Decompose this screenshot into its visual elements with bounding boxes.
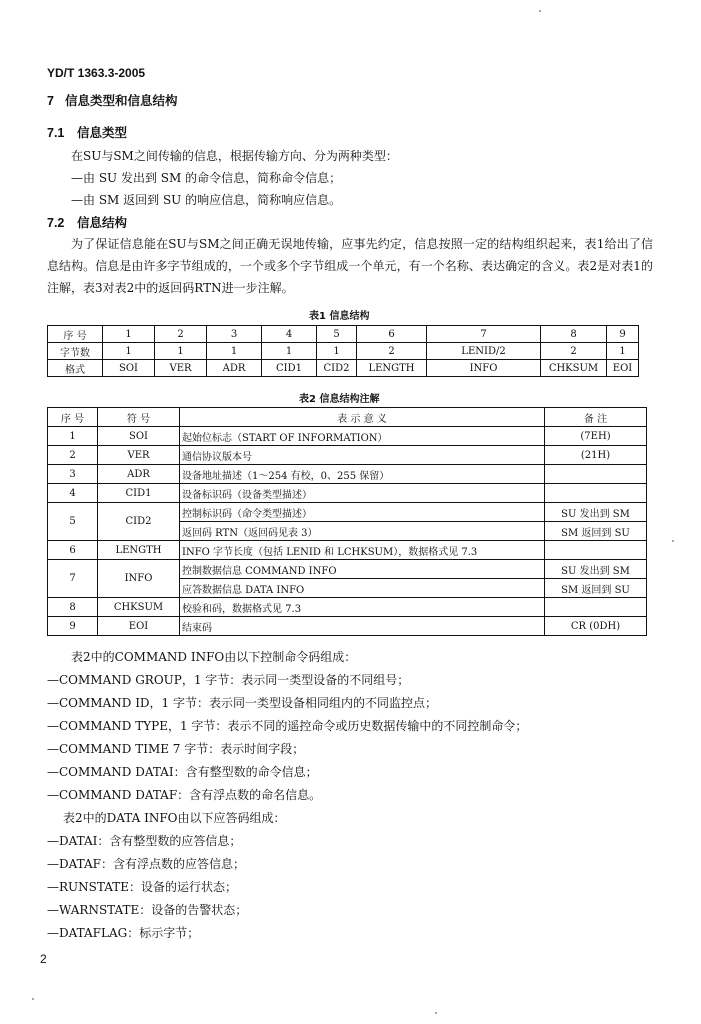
section-7-1-heading bbox=[47, 123, 127, 141]
body-line-command-info: 表2中的COMMAND INFO由以下控制命令码组成： bbox=[71, 650, 357, 664]
table-1-cell: ADR bbox=[207, 360, 262, 377]
table-2-cell-note bbox=[545, 484, 647, 503]
table-1-row-format bbox=[48, 360, 639, 377]
table-2-header-cell: 备 注 bbox=[545, 408, 647, 427]
section-7-2-number: 7.2 bbox=[47, 216, 65, 230]
scan-speck bbox=[672, 540, 674, 542]
table-2-row bbox=[48, 541, 647, 560]
scan-speck bbox=[435, 1012, 437, 1014]
table-2-cell-symbol: CHKSUM bbox=[98, 598, 180, 617]
section-7-1-item-2: —由 SM 返回到 SU 的响应信息，简称响应信息。 bbox=[71, 193, 342, 207]
table-2-cell-meaning: INFO 字节长度（包括 LENID 和 LCHKSUM），数据格式见 7.3 bbox=[180, 541, 545, 560]
table-2-cell-meaning: 设备标识码（设备类型描述） bbox=[180, 484, 545, 503]
section-7-1-intro: 在SU与SM之间传输的信息，根据传输方向、分为两种类型： bbox=[71, 149, 398, 163]
table-1-cell: INFO bbox=[427, 360, 541, 377]
table-1-caption: 表1 信息结构 bbox=[309, 311, 370, 322]
table-2-cell-symbol: LENGTH bbox=[98, 541, 180, 560]
section-7-2-paragraph: 为了保证信息能在SU与SM之间正确无误地传输，应事先约定，信息按照一定的结构组织起来，表1给出了信息结构。信息是由许多字节组成的，一个或多个字节组成一个单元，有一个名称、表达确定的含义。表2是对表1的注解，表3对表2中的返回码RTN进一步注解。 bbox=[47, 237, 653, 295]
table-1-cell: 6 bbox=[357, 326, 427, 343]
body-line-command-type: —COMMAND TYPE，1 字节：表示不同的遥控命令或历史数据传输中的不同控制命令； bbox=[47, 719, 528, 733]
section-7-title: 信息类型和信息结构 bbox=[65, 93, 178, 108]
scan-speck bbox=[32, 998, 34, 1000]
table-2-cell-symbol: CID1 bbox=[98, 484, 180, 503]
table-1-cell: CID1 bbox=[262, 360, 317, 377]
table-1-row-bytes bbox=[48, 343, 639, 360]
table-2-cell-no: 6 bbox=[48, 541, 98, 560]
table-2-cell-no: 7 bbox=[48, 560, 98, 598]
table-2-cell-no: 5 bbox=[48, 503, 98, 541]
table-1-cell: 1 bbox=[607, 343, 639, 360]
table-1-cell: EOI bbox=[607, 360, 639, 377]
body-line-command-datai: —COMMAND DATAI：含有整型数的命令信息； bbox=[47, 765, 318, 779]
table-2-cell-symbol: CID2 bbox=[98, 503, 180, 541]
page-number: 2 bbox=[40, 952, 47, 966]
table-2-info-structure-notes bbox=[47, 407, 647, 636]
table-2-row bbox=[48, 465, 647, 484]
table-2-cell-symbol: EOI bbox=[98, 617, 180, 636]
table-2-cell-meaning: 校验和码，数据格式见 7.3 bbox=[180, 598, 545, 617]
body-line-datai: —DATAI：含有整型数的应答信息； bbox=[47, 834, 242, 848]
table-2-cell-note: SU 发出到 SM bbox=[545, 560, 647, 579]
table-2-cell-meaning: 返回码 RTN（返回码见表 3） bbox=[180, 522, 545, 541]
table-2-header-cell: 符 号 bbox=[98, 408, 180, 427]
table-2-cell-note: (21H) bbox=[545, 446, 647, 465]
table-2-cell-no: 1 bbox=[48, 427, 98, 446]
table-2-row bbox=[48, 560, 647, 579]
table-2-cell-meaning: 设备地址描述（1～254 有校，0、255 保留） bbox=[180, 465, 545, 484]
table-2-row bbox=[48, 484, 647, 503]
table-2-cell-note: SM 返回到 SU bbox=[545, 522, 647, 541]
table-2-cell-meaning: 控制标识码（命令类型描述） bbox=[180, 503, 545, 522]
table-2-cell-note: SU 发出到 SM bbox=[545, 503, 647, 522]
table-1-cell: LENID/2 bbox=[427, 343, 541, 360]
table-2-row bbox=[48, 446, 647, 465]
table-2-cell-symbol: VER bbox=[98, 446, 180, 465]
table-2-cell-note: (7EH) bbox=[545, 427, 647, 446]
table-1-cell: CID2 bbox=[317, 360, 357, 377]
table-2-cell-note: SM 返回到 SU bbox=[545, 579, 647, 598]
table-1-cell: SOI bbox=[103, 360, 155, 377]
table-1-cell: 1 bbox=[262, 343, 317, 360]
table-1-cell: LENGTH bbox=[357, 360, 427, 377]
table-2-cell-symbol: ADR bbox=[98, 465, 180, 484]
table-2-row bbox=[48, 617, 647, 636]
table-1-cell: 1 bbox=[317, 343, 357, 360]
table-1-row-seq bbox=[48, 326, 639, 343]
table-2-row bbox=[48, 427, 647, 446]
standard-number: YD/T 1363.3-2005 bbox=[47, 66, 146, 80]
table-1-cell: 8 bbox=[541, 326, 607, 343]
table-2-caption: 表2 信息结构注解 bbox=[299, 394, 380, 405]
table-1-cell: 9 bbox=[607, 326, 639, 343]
body-line-command-id: —COMMAND ID，1 字节：表示同一类型设备相同组内的不同监控点； bbox=[47, 696, 438, 710]
table-1-cell: 1 bbox=[103, 326, 155, 343]
table-2-cell-no: 9 bbox=[48, 617, 98, 636]
section-7-1-item-1: —由 SU 发出到 SM 的命令信息，简称命令信息； bbox=[71, 171, 342, 185]
table-2-cell-no: 4 bbox=[48, 484, 98, 503]
table-1-cell: 2 bbox=[541, 343, 607, 360]
section-7-1-number: 7.1 bbox=[47, 126, 65, 140]
table-2-cell-meaning: 结束码 bbox=[180, 617, 545, 636]
table-2-cell-meaning: 应答数据信息 DATA INFO bbox=[180, 579, 545, 598]
table-2-header-row bbox=[48, 408, 647, 427]
table-1-cell: 1 bbox=[103, 343, 155, 360]
table-2-cell-no: 8 bbox=[48, 598, 98, 617]
table-1-cell: 2 bbox=[357, 343, 427, 360]
table-2-cell-meaning: 控制数据信息 COMMAND INFO bbox=[180, 560, 545, 579]
table-1-info-structure bbox=[47, 325, 639, 377]
table-2-header-cell: 序 号 bbox=[48, 408, 98, 427]
table-2-cell-note bbox=[545, 541, 647, 560]
scan-speck bbox=[539, 10, 541, 12]
body-line-warnstate: —WARNSTATE：设备的告警状态； bbox=[47, 903, 248, 917]
table-1-cell: 2 bbox=[155, 326, 207, 343]
body-line-command-group: —COMMAND GROUP，1 字节：表示同一类型设备的不同组号； bbox=[47, 673, 410, 687]
table-1-cell: 字节数 bbox=[48, 343, 103, 360]
body-line-data-info: 表2中的DATA INFO由以下应答码组成： bbox=[63, 811, 286, 825]
body-line-dataflag: —DATAFLAG：标示字节； bbox=[47, 926, 200, 940]
table-1-cell: 1 bbox=[155, 343, 207, 360]
table-2-cell-meaning: 通信协议版本号 bbox=[180, 446, 545, 465]
table-2-cell-no: 2 bbox=[48, 446, 98, 465]
table-2-cell-symbol: SOI bbox=[98, 427, 180, 446]
table-1-cell: 7 bbox=[427, 326, 541, 343]
table-2-cell-note bbox=[545, 465, 647, 484]
body-line-command-dataf: —COMMAND DATAF：含有浮点数的命名信息。 bbox=[47, 788, 322, 802]
table-2-row bbox=[48, 598, 647, 617]
table-1-cell: 序 号 bbox=[48, 326, 103, 343]
section-7-number: 7 bbox=[47, 94, 54, 108]
table-2-cell-no: 3 bbox=[48, 465, 98, 484]
table-1-cell: 格式 bbox=[48, 360, 103, 377]
body-line-dataf: —DATAF：含有浮点数的应答信息； bbox=[47, 857, 245, 871]
section-7-1-title: 信息类型 bbox=[77, 125, 128, 140]
table-1-cell: VER bbox=[155, 360, 207, 377]
body-line-command-time: —COMMAND TIME 7 字节：表示时间字段； bbox=[47, 742, 305, 756]
table-1-cell: 5 bbox=[317, 326, 357, 343]
table-1-cell: 3 bbox=[207, 326, 262, 343]
table-2-cell-note: CR (0DH) bbox=[545, 617, 647, 636]
section-7-2-title: 信息结构 bbox=[77, 215, 128, 230]
table-1-cell: CHKSUM bbox=[541, 360, 607, 377]
table-1-cell: 4 bbox=[262, 326, 317, 343]
section-7-heading bbox=[47, 91, 178, 109]
table-2-cell-symbol: INFO bbox=[98, 560, 180, 598]
table-2-cell-note bbox=[545, 598, 647, 617]
body-line-runstate: —RUNSTATE：设备的运行状态； bbox=[47, 880, 237, 894]
table-2-row bbox=[48, 503, 647, 522]
section-7-2-heading bbox=[47, 213, 127, 231]
table-1-cell: 1 bbox=[207, 343, 262, 360]
table-2-cell-meaning: 起始位标志（START OF INFORMATION） bbox=[180, 427, 545, 446]
table-2-header-cell: 表 示 意 义 bbox=[180, 408, 545, 427]
